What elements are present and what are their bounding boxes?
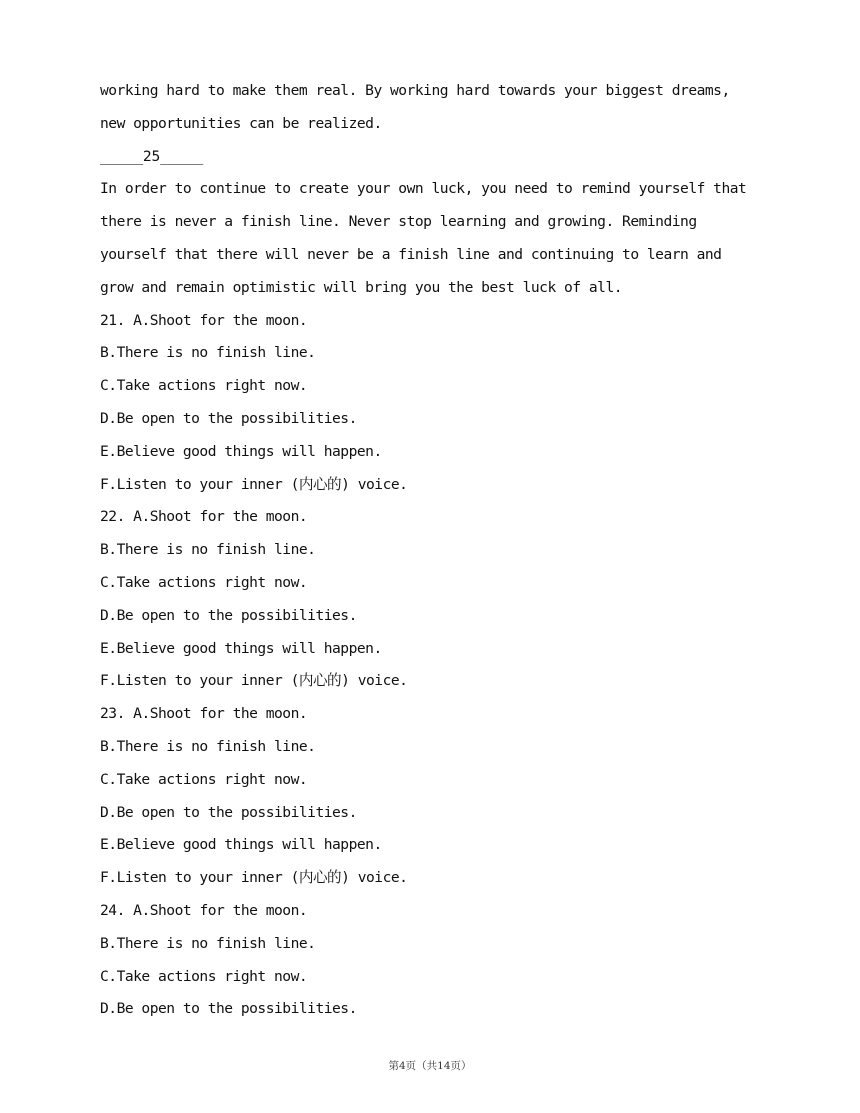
option-f: F.Listen to your inner (内心的) voice. (100, 869, 408, 887)
question-number: 23. (100, 705, 125, 723)
option-b: B.There is no finish line. (100, 934, 316, 952)
option-b: B.There is no finish line. (100, 344, 316, 362)
option-a: A.Shoot for the moon. (133, 311, 308, 329)
passage-line: working hard to make them real. By working hard towards your biggest dreams, (100, 82, 730, 99)
option-b: B.There is no finish line. (100, 737, 316, 755)
question-option (100, 898, 772, 931)
option-c: C.Take actions right now. (100, 770, 308, 788)
question-24 (100, 898, 772, 1029)
option-b: B.There is no finish line. (100, 541, 316, 559)
question-option (100, 504, 772, 537)
option-c: C.Take actions right now. (100, 967, 308, 985)
document-body (100, 78, 772, 1029)
option-c: C.Take actions right now. (100, 377, 308, 395)
question-21 (100, 308, 772, 505)
option-a: A.Shoot for the moon. (133, 901, 308, 919)
question-option (100, 701, 772, 734)
passage-line: In order to continue to create your own luck, you need to remind yourself that (100, 180, 747, 198)
option-d: D.Be open to the possibilities. (100, 803, 357, 821)
option-c: C.Take actions right now. (100, 573, 308, 591)
passage-line: grow and remain optimistic will bring you the best luck of all. (100, 278, 623, 296)
option-d: D.Be open to the possibilities. (100, 409, 357, 427)
question-number: 24. (100, 901, 125, 919)
question-22 (100, 504, 772, 701)
passage-line: new opportunities can be realized. (100, 114, 382, 132)
option-e: E.Believe good things will happen. (100, 836, 382, 854)
question-number: 21. (100, 311, 125, 329)
option-f: F.Listen to your inner (内心的) voice. (100, 672, 408, 690)
option-a: A.Shoot for the moon. (133, 508, 308, 526)
question-option (100, 308, 772, 341)
option-a: A.Shoot for the moon. (133, 705, 308, 723)
page-number-footer: 第4页（共14页） (388, 1060, 472, 1072)
passage-line: there is never a finish line. Never stop learning and growing. Reminding (100, 213, 697, 231)
question-23 (100, 701, 772, 898)
passage (100, 78, 772, 308)
option-e: E.Believe good things will happen. (100, 639, 382, 657)
passage-line: yourself that there will never be a finish line and continuing to learn and (100, 245, 722, 263)
option-d: D.Be open to the possibilities. (100, 1000, 357, 1018)
option-d: D.Be open to the possibilities. (100, 606, 357, 624)
option-f: F.Listen to your inner (内心的) voice. (100, 475, 408, 493)
option-e: E.Believe good things will happen. (100, 442, 382, 460)
question-number: 22. (100, 508, 125, 526)
blank-25: _____25_____ (100, 147, 204, 165)
